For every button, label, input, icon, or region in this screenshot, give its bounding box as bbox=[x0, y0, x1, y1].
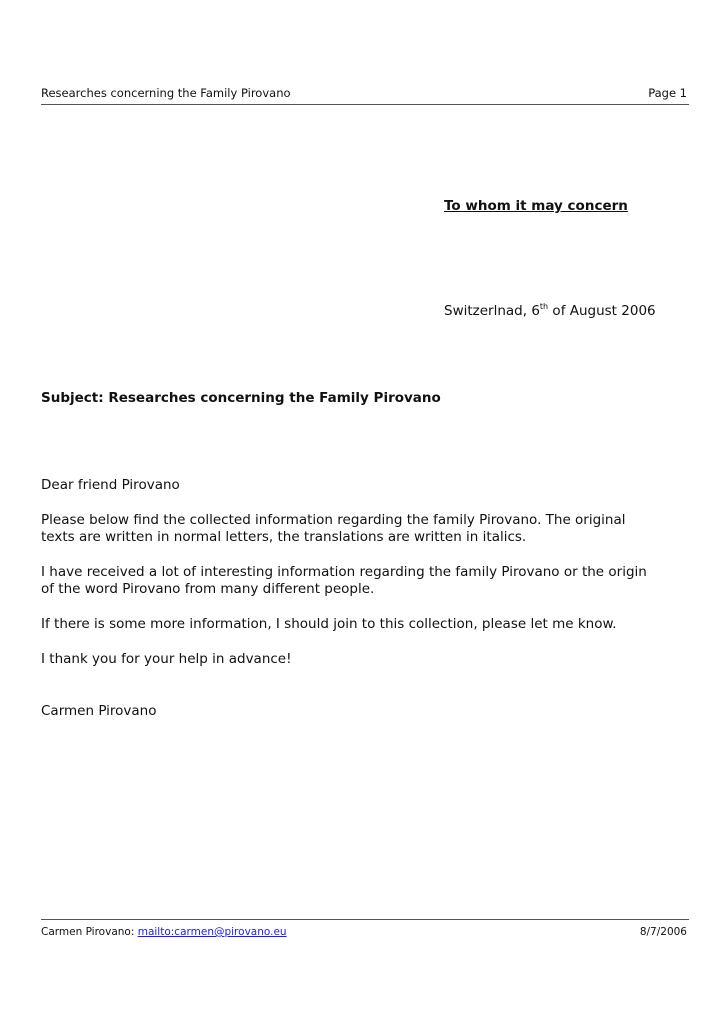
greeting: Dear friend Pirovano bbox=[41, 477, 180, 493]
email-link[interactable]: mailto:carmen@pirovano.eu bbox=[137, 926, 287, 938]
signature: Carmen Pirovano bbox=[41, 703, 157, 719]
place-date-prefix: Switzerlnad, 6 bbox=[444, 303, 540, 319]
page-footer bbox=[41, 919, 689, 939]
paragraph-more-info: If there is some more information, I should join to this collection, please let me know. bbox=[41, 616, 617, 632]
recipient-line: To whom it may concern bbox=[444, 198, 628, 214]
paragraph-collected-info: Please below find the collected information regarding the family Pirovano. The original texts are written in normal letters, the translations are written in italics. bbox=[41, 512, 626, 545]
header-title: Researches concerning the Family Pirovano bbox=[41, 86, 291, 100]
subject-line: Subject: Researches concerning the Family Pirovano bbox=[41, 390, 441, 406]
paragraph-thanks: I thank you for your help in advance! bbox=[41, 651, 292, 667]
paragraph-received-info: I have received a lot of interesting information regarding the family Pirovano or the origin of the word Pirovano from many different people. bbox=[41, 564, 647, 597]
footer-author-label: Carmen Pirovano: bbox=[41, 926, 138, 938]
place-date bbox=[444, 303, 656, 319]
place-date-suffix: of August 2006 bbox=[548, 303, 656, 319]
place-date-superscript: th bbox=[539, 302, 549, 311]
footer-date: 8/7/2006 bbox=[639, 926, 687, 938]
page-number: Page 1 bbox=[648, 86, 687, 100]
page-header bbox=[41, 86, 689, 105]
